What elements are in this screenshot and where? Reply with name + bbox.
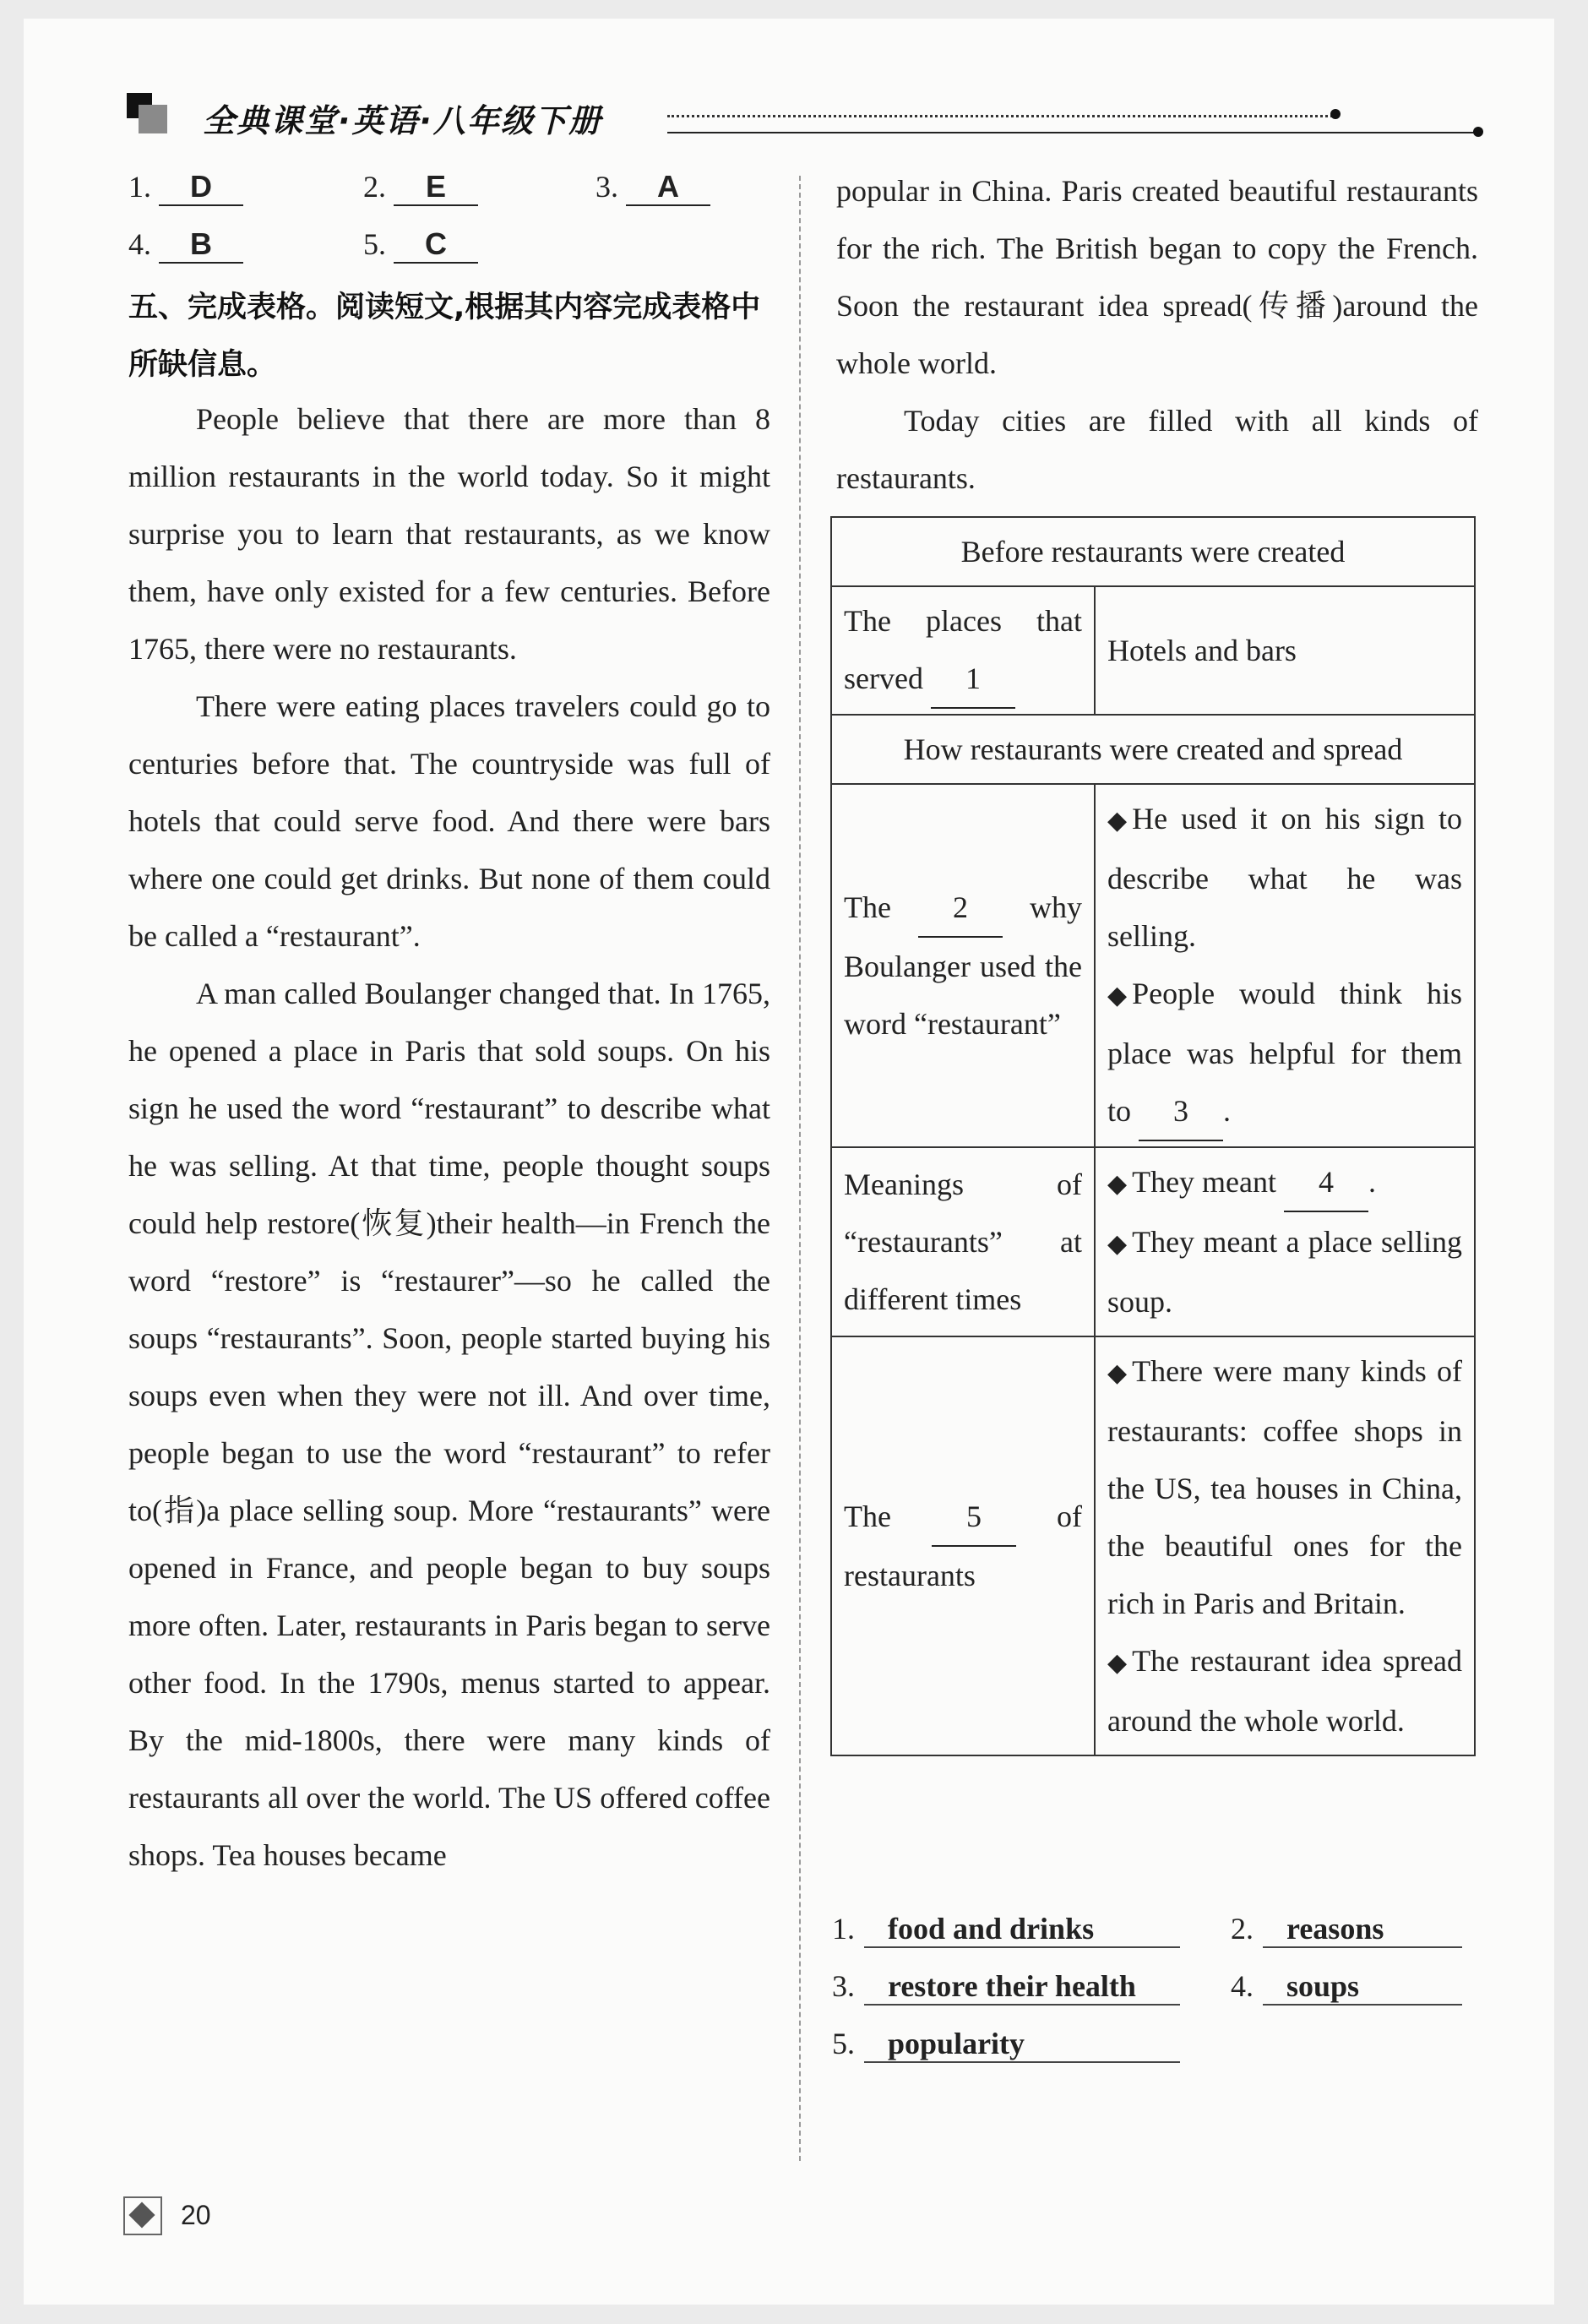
answer-item: 5. C <box>363 226 478 264</box>
diamond-bullet-icon: ◆ <box>1107 1170 1128 1198</box>
blank-4: 4 <box>1284 1153 1368 1212</box>
diamond-bullet-icon: ◆ <box>1107 1649 1128 1677</box>
table-cell: ◆ He used it on his sign to describe what he was selling. ◆ People would think his place was helpful for them to 3 . <box>1095 784 1475 1147</box>
answer-row: 1. food and drinks 2. reasons <box>832 1911 1462 1968</box>
header-dotted-rule <box>667 115 1333 117</box>
answer-value: food and drinks <box>864 1911 1180 1948</box>
blank-2: 2 <box>918 879 1003 938</box>
header-dot <box>1330 109 1341 119</box>
table-heading: Before restaurants were created <box>831 517 1475 586</box>
answer-row: 5. popularity <box>832 2026 1462 2083</box>
page-diamond-icon <box>123 2196 162 2235</box>
answer-value: popularity <box>864 2026 1180 2063</box>
table-cell: Meanings of “restaurants” at different times <box>831 1147 1095 1336</box>
paragraph: A man called Boulanger changed that. In 1765, he opened a place in Paris that sold soups. On his sign he used the word “restaurant” to describe what he was selling. At that time, people thought soups could help restore(恢复)their health—in French the word “restore” is “restaurer”—so he called the soups “restaurants”. Soon, people started buying his soups even when they were not ill. And over time, people began to use the word “restaurant” to refer to(指)a place selling soup. More “restaurants” were opened in France, and people began to buy soups more often. Later, restaurants in Paris began to serve other food. In the 1790s, menus started to appear. By the mid-1800s, there were many kinds of restaurants all over the world. The US offered coffee shops. Tea houses became <box>128 977 770 1872</box>
diamond-bullet-icon: ◆ <box>1107 982 1128 1010</box>
answer-value: soups <box>1263 1968 1462 2006</box>
diamond-bullet-icon: ◆ <box>1107 1359 1128 1387</box>
paragraph: Today cities are filled with all kinds of restaurants. <box>836 404 1478 495</box>
table-cell: The 2 why Boulanger used the word “restaurant” <box>831 784 1095 1147</box>
table-heading: How restaurants were created and spread <box>831 715 1475 784</box>
answer-value: C <box>394 226 478 264</box>
answer-row: 3. restore their health 4. soups <box>832 1968 1462 2026</box>
answer-value: restore their health <box>864 1968 1180 2006</box>
column-divider <box>799 176 801 2161</box>
blank-5: 5 <box>932 1488 1016 1547</box>
answer-value: reasons <box>1263 1911 1462 1948</box>
answer-value: D <box>159 169 243 206</box>
answer-value: B <box>159 226 243 264</box>
diamond-bullet-icon: ◆ <box>1107 1230 1128 1258</box>
info-table <box>830 516 1476 1756</box>
table-cell: ◆ There were many kinds of restaurants: coffee shops in the US, tea houses in China, the beautiful ones for the rich in Paris and Britain. ◆ The restaurant idea spread around the whole world. <box>1095 1336 1475 1755</box>
blank-3: 3 <box>1139 1082 1223 1141</box>
blank-1: 1 <box>931 650 1015 709</box>
header-title: 全典课堂·英语·八年级下册 <box>203 102 602 139</box>
answer-item: 2. E <box>363 169 478 206</box>
bottom-answers <box>832 1911 1462 2083</box>
header-logo-mark <box>127 93 167 130</box>
table-cell: Hotels and bars <box>1095 586 1475 715</box>
answer-value: E <box>394 169 478 206</box>
answer-item: 1. D <box>128 169 243 206</box>
answer-value: A <box>626 169 710 206</box>
table-cell: The places that served 1 <box>831 586 1095 715</box>
section-title: 五、完成表格。阅读短文,根据其内容完成表格中所缺信息。 <box>128 291 761 382</box>
header-rule <box>667 132 1478 133</box>
header-dot <box>1473 127 1483 137</box>
paragraph: People believe that there are more than 8 million restaurants in the world today. So it might surprise you to learn that restaurants, as we know them, have only existed for a few centuries. Before 1765, there were no restaurants. <box>128 402 770 666</box>
table-cell: ◆ They meant 4 . ◆ They meant a place selling soup. <box>1095 1147 1475 1336</box>
passage-right <box>836 162 1478 507</box>
paragraph: There were eating places travelers could go to centuries before that. The countryside was full of hotels that could serve food. And there were bars where one could get drinks. But none of them could be called a “restaurant”. <box>128 689 770 953</box>
diamond-bullet-icon: ◆ <box>1107 807 1128 835</box>
answer-item: 3. A <box>596 169 710 206</box>
page-number: 20 <box>181 2200 211 2230</box>
paragraph: popular in China. Paris created beautiful restaurants for the rich. The British began to copy the French. Soon the restaurant idea spread(传播)around the whole world. <box>836 174 1478 380</box>
passage-left <box>128 390 770 1884</box>
table-cell: The 5 of restaurants <box>831 1336 1095 1755</box>
answer-item: 4. B <box>128 226 243 264</box>
